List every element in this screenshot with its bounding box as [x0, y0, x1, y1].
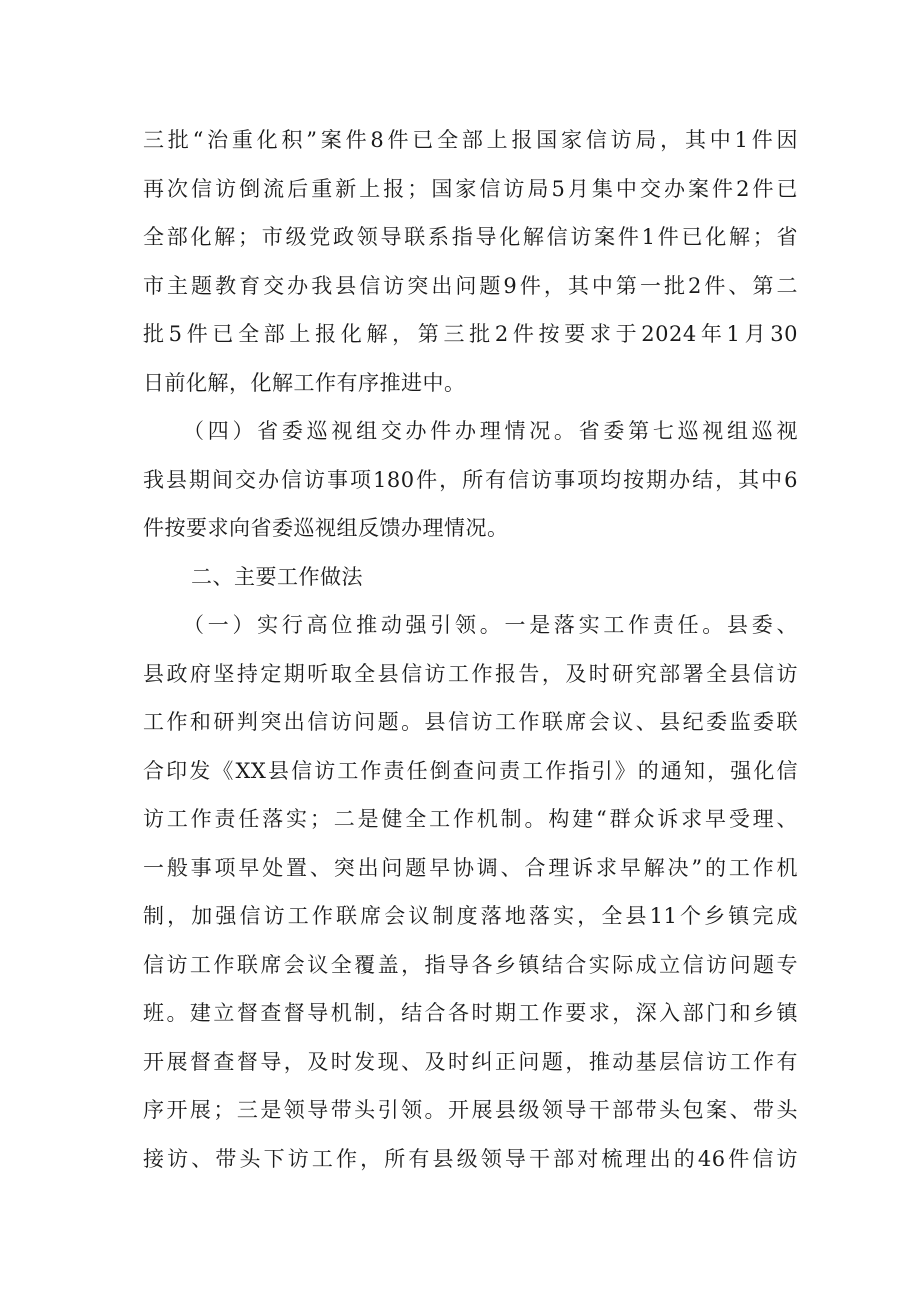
paragraph-line: 再次信访倒流后重新上报；国家信访局5月集中交办案件2件已	[143, 176, 798, 201]
paragraph-line: 序开展；三是领导带头引领。开展县级领导干部带头包案、带头	[143, 1098, 798, 1122]
paragraph-line: 班。建立督查督导机制，结合各时期工作要求，深入部门和乡镇	[143, 1001, 798, 1025]
paragraph-line: 三批“治重化积”案件8件已全部上报国家信访局，其中1件因	[143, 128, 798, 152]
section-heading: 二、主要工作做法	[191, 564, 363, 589]
paragraph-line: 市主题教育交办我县信访突出问题9件，其中第一批2件、第二	[143, 273, 798, 298]
document-body	[143, 116, 798, 1183]
paragraph-line: 工作和研判突出信访问题。县信访工作联席会议、县纪委监委联	[143, 710, 798, 734]
paragraph-line: 县政府坚持定期听取全县信访工作报告，及时研究部署全县信访	[143, 661, 798, 686]
paragraph-line: 批5件已全部上报化解，第三批2件按要求于2024年1月30	[143, 322, 798, 346]
paragraph-line: 接访、带头下访工作，所有县级领导干部对梳理出的46件信访	[143, 1146, 798, 1171]
paragraph-line: 开展督查督导，及时发现、及时纠正问题，推动基层信访工作有	[143, 1049, 798, 1074]
paragraph-line: （一）实行高位推动强引领。一是落实工作责任。县委、	[183, 613, 798, 637]
paragraph-line: 件按要求向省委巡视组反馈办理情况。	[143, 516, 509, 540]
paragraph-line: （四）省委巡视组交办件办理情况。省委第七巡视组巡视	[183, 419, 798, 443]
paragraph-line: 一般事项早处置、突出问题早协调、合理诉求早解决”的工作机	[143, 855, 798, 880]
paragraph-line: 信访工作联席会议全覆盖，指导各乡镇结合实际成立信访问题专	[143, 952, 798, 977]
paragraph-line: 我县期间交办信访事项180件，所有信访事项均按期办结，其中6	[143, 467, 798, 492]
paragraph-line: 日前化解，化解工作有序推进中。	[143, 370, 466, 395]
paragraph-line: 访工作责任落实；二是健全工作机制。构建“群众诉求早受理、	[143, 807, 798, 831]
paragraph-line: 制，加强信访工作联席会议制度落地落实，全县11个乡镇完成	[143, 904, 798, 928]
paragraph-line: 合印发《XX县信访工作责任倒查问责工作指引》的通知，强化信	[143, 758, 798, 783]
paragraph-line: 全部化解；市级党政领导联系指导化解信访案件1件已化解；省	[143, 225, 798, 249]
